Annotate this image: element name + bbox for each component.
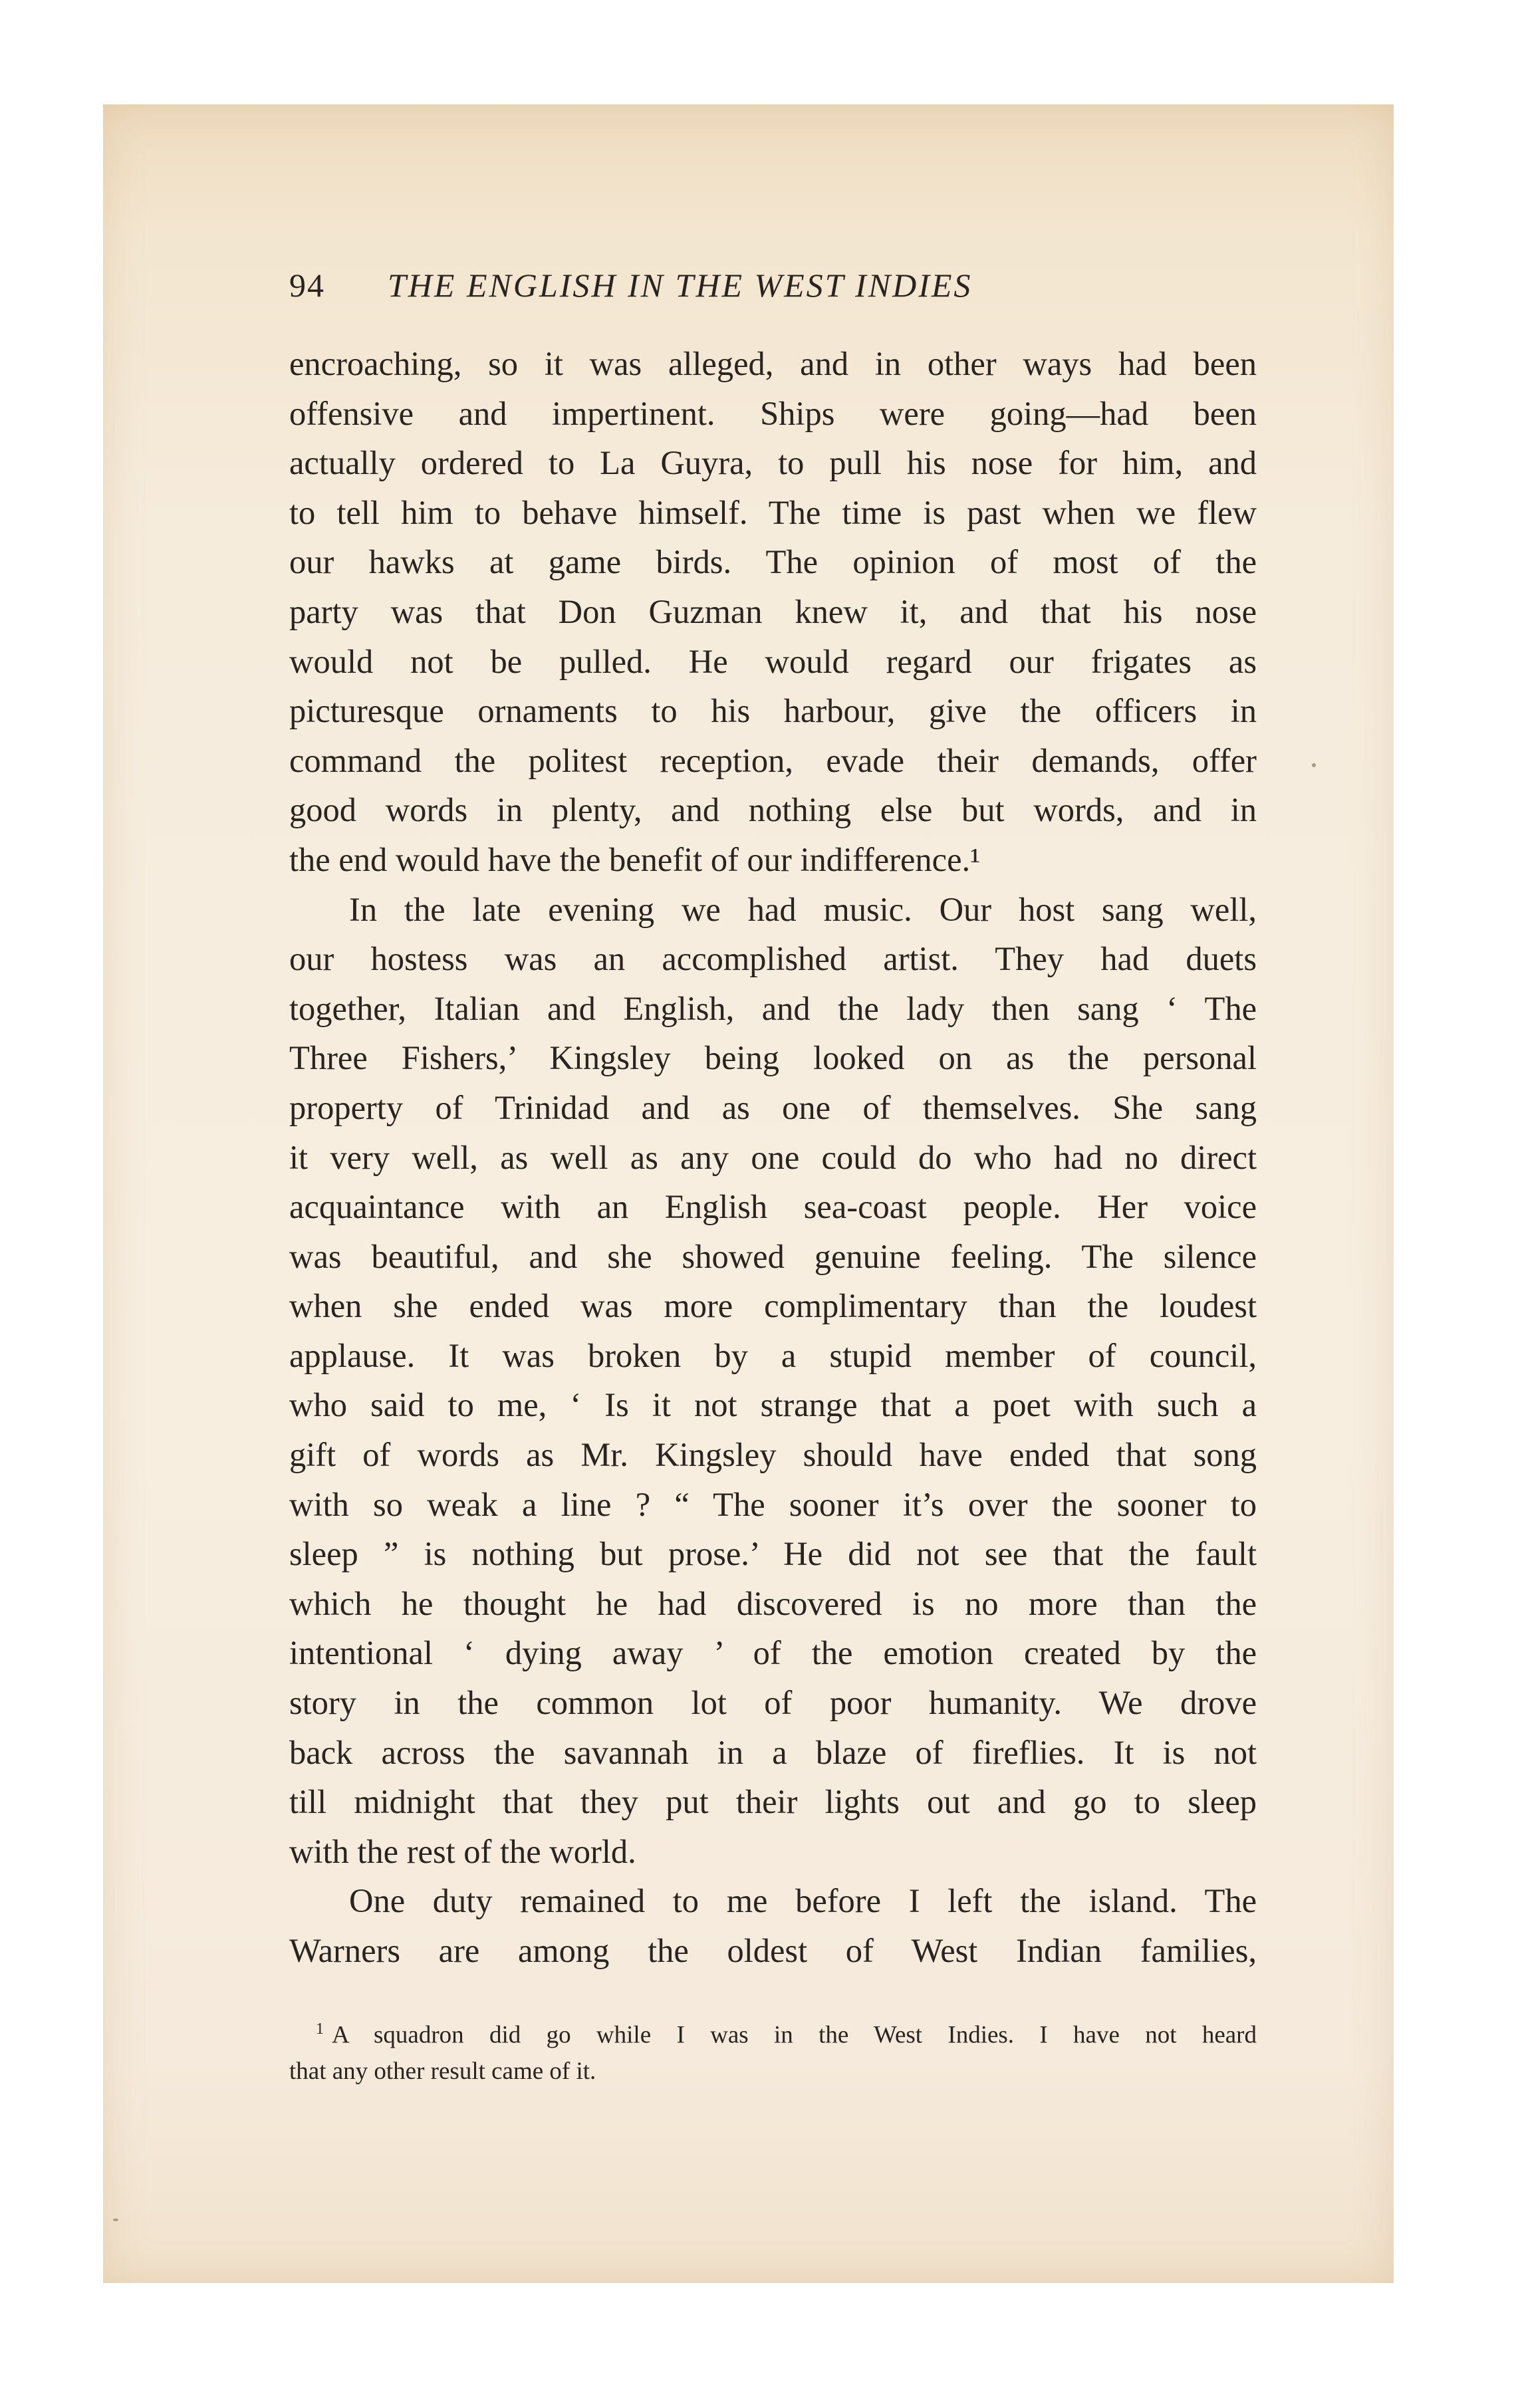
text-line: encroaching, so it was alleged, and in other ways had been	[289, 345, 1257, 382]
paragraph	[289, 339, 1257, 885]
text-line: acquaintance with an English sea-coast people. Her voice	[289, 1188, 1257, 1226]
text-line: picturesque ornaments to his harbour, give the officers in	[289, 692, 1257, 730]
page-number: 94	[289, 267, 325, 304]
text-line: back across the savannah in a blaze of fireflies. It is not	[289, 1733, 1257, 1771]
text-line: gift of words as Mr. Kingsley should have ended that song	[289, 1436, 1257, 1474]
text-line: Three Fishers,’ Kingsley being looked on as the personal	[289, 1039, 1257, 1077]
text-line: One duty remained to me before I left the island. The	[349, 1882, 1257, 1920]
text-line: our hostess was an accomplished artist. They had duets	[289, 940, 1257, 978]
text-line: property of Trinidad and as one of themselves. She sang	[289, 1088, 1257, 1126]
paper-speck	[1312, 763, 1316, 767]
text-line: story in the common lot of poor humanity. We drove	[289, 1684, 1257, 1722]
page-header	[289, 266, 1257, 312]
footnote-line: that any other result came of it.	[289, 2058, 596, 2086]
text-line: would not be pulled. He would regard our frigates as	[289, 642, 1257, 680]
text-line: good words in plenty, and nothing else but words, and in	[289, 791, 1257, 829]
paragraph	[289, 1876, 1257, 1975]
text-line: with so weak a line ? “ The sooner it’s over the sooner to	[289, 1485, 1257, 1523]
text-line: command the politest reception, evade their demands, offer	[289, 741, 1257, 779]
text-line: together, Italian and English, and the lady then sang ‘ The	[289, 989, 1257, 1027]
text-line: it very well, as well as any one could do who had no direct	[289, 1138, 1257, 1176]
text-line: Warners are among the oldest of West Indian families,	[289, 1932, 1257, 1969]
text-line: party was that Don Guzman knew it, and that his nose	[289, 592, 1257, 630]
footnote-line	[289, 2011, 1257, 2053]
text-line: intentional ‘ dying away ’ of the emotion created by the	[289, 1634, 1257, 1672]
text-line: was beautiful, and she showed genuine feeling. The silence	[289, 1237, 1257, 1275]
footnote-marker: 1	[316, 2020, 324, 2038]
text-line: till midnight that they put their lights out and go to sleep	[289, 1783, 1257, 1821]
footnote-text: A squadron did go while I was in the West Indies. I have not heard	[332, 2021, 1257, 2049]
text-line: applause. It was broken by a stupid member of council,	[289, 1336, 1257, 1374]
text-line: when she ended was more complimentary than the loudest	[289, 1287, 1257, 1325]
running-title: THE ENGLISH IN THE WEST INDIES	[388, 267, 973, 304]
text-line: sleep ” is nothing but prose.’ He did not see that the fault	[289, 1535, 1257, 1573]
paper-speck	[113, 2219, 118, 2221]
paragraph	[289, 885, 1257, 1877]
text-line: our hawks at game birds. The opinion of most of the	[289, 543, 1257, 581]
text-line: the end would have the benefit of our indifference.¹	[289, 840, 981, 878]
text-line: offensive and impertinent. Ships were going—had been	[289, 394, 1257, 432]
text-line: who said to me, ‘ Is it not strange that a poet with such a	[289, 1386, 1257, 1424]
text-line: actually ordered to La Guyra, to pull his nose for him, and	[289, 444, 1257, 482]
footnote	[289, 2011, 1257, 2090]
text-line: to tell him to behave himself. The time is past when we flew	[289, 493, 1257, 531]
body-text	[289, 339, 1257, 1976]
text-line: with the rest of the world.	[289, 1832, 636, 1870]
text-line: In the late evening we had music. Our host sang well,	[349, 890, 1257, 928]
text-line: which he thought he had discovered is no more than the	[289, 1584, 1257, 1622]
